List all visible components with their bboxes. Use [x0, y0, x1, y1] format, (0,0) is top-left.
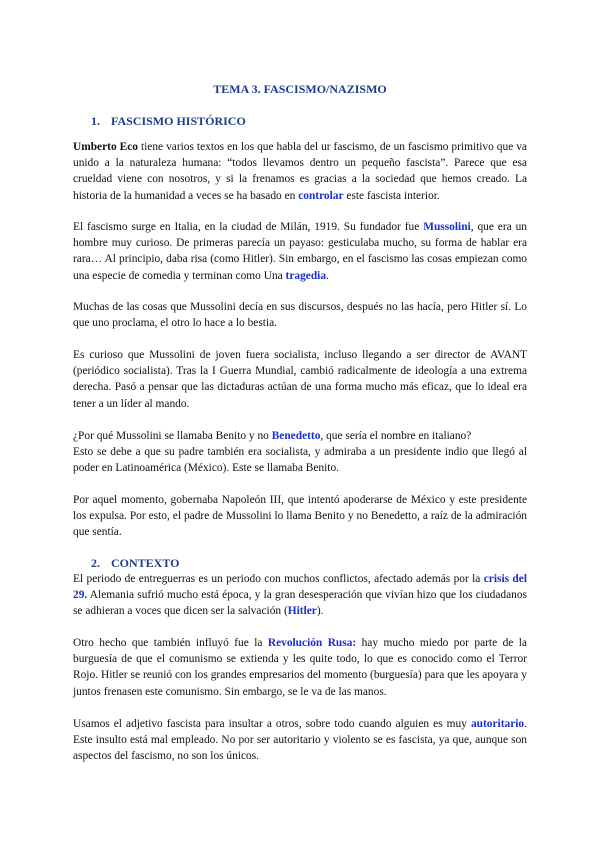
section-number: 2.: [91, 556, 100, 570]
section-heading-2: [91, 555, 179, 571]
paragraph-adjetivo-fascista: [73, 716, 527, 765]
highlight-term: crisis del 29.: [73, 573, 527, 602]
paragraph-discursos: Muchas de las cosas que Mussolini decía en sus discursos, después no las hacía, pero Hitler sí. Lo que uno proclama, el otro lo hace a lo bestia.: [73, 301, 527, 330]
text-run: El periodo de entreguerras es un periodo con muchos conflictos, afectado además por la: [73, 573, 484, 585]
highlight-term: Revolución Rusa:: [267, 637, 357, 649]
text-run: Esto se debe a que su padre también era socialista, y admiraba a un presidente indio que llegó al poder en Latinoamérica (México). Este se llamaba Benito.: [73, 446, 527, 475]
text-run: tiene varios textos en los que habla del ur fascismo, de un fascismo primitivo que va unido a la naturaleza humana: “todos llevamos dentro un pequeño fascista”. Parece que esa crueldad viene con nosotros, y si la frenamos es gracias a la sociedad que hemos creado. La historia de la humanidad a veces se ha basado en: [73, 141, 527, 202]
paragraph-revolucion-rusa: [73, 635, 527, 700]
section-title: CONTEXTO: [111, 556, 180, 570]
highlight-term: autoritario: [470, 718, 525, 730]
document-title: TEMA 3. FASCISMO/NAZISMO: [213, 82, 387, 96]
paragraph-nombre-benito: [73, 428, 527, 477]
text-run: Alemania sufrió mucho está época, y la gran desesperación que vivían hizo que los ciudadanos se adhieran a voces que dicen ser la salvación (: [73, 589, 527, 618]
text-run: Usamos el adjetivo fascista para insultar a otros, sobre todo cuando alguien es muy: [73, 718, 471, 730]
highlight-term: Hitler: [287, 605, 317, 618]
section-title: FASCISMO HISTÓRICO: [111, 114, 246, 128]
text-run: . Este insulto está mal empleado. No por ser autoritario y violento se es fascista, ya que, aunque son aspectos del fascismo, no son los únicos.: [73, 718, 527, 763]
text-run: , que era un hombre muy curioso. De primeras parecía un payaso: gesticulaba mucho, su forma de hablar era rara… Al principio, daba risa (como Hitler). Sin embargo, en el fascismo las cosas empiezan como una especie de comedia y terminan como Una: [73, 221, 528, 282]
highlight-term: controlar: [298, 189, 344, 202]
section-heading-1: [91, 113, 246, 129]
highlight-term: tragedia: [285, 269, 327, 282]
paragraph-socialista: Es curioso que Mussolini de joven fuera socialista, incluso llegando a ser director de AVANT (periódico socialista). Tras la I Guerra Mundial, cambió radicalmente de ideología a una extrema derecha. Pasó a pensar que las dictaduras actúan de una forma mucho más eficaz, que lo ideal era tener a un líder al mando.: [73, 349, 527, 410]
highlight-term: Benedetto: [271, 430, 321, 442]
section-number: 1.: [91, 114, 100, 128]
highlight-term: Mussolini: [423, 221, 471, 233]
text-run: ¿Por qué Mussolini se llamaba Benito y no: [73, 430, 272, 442]
text-run: hay mucho miedo por parte de la burguesía de que el comunismo se extienda y les quite todo, lo que es conocido como el Terror Rojo. Hitler se reunió con los grandes empresarios del momento (burguesía) para que les apoyara y juntos frenasen este comunismo. Sin embargo, se le va de las manos.: [73, 637, 527, 698]
text-run: Otro hecho que también influyó fue la: [73, 637, 268, 649]
text-run: .: [326, 269, 329, 282]
bold-term: Umberto Eco: [73, 141, 138, 153]
paragraph-origen-fascismo: [73, 219, 527, 284]
text-run: ).: [316, 605, 324, 618]
text-run: El fascismo surge en Italia, en la ciudad de Milán, 1919. Su fundador fue: [73, 221, 424, 233]
text-run: este fascista interior.: [343, 189, 440, 202]
paragraph-entreguerras: [73, 571, 527, 620]
paragraph-umberto-eco: [73, 139, 527, 204]
text-run: , que sería el nombre en italiano?: [320, 430, 472, 442]
paragraph-napoleon: Por aquel momento, gobernaba Napoleón III, que intentó apoderarse de México y este presidente los expulsa. Por esto, el padre de Mussolini lo llama Benito y no Benedetto, a raíz de la admiración que sentía.: [73, 494, 527, 539]
